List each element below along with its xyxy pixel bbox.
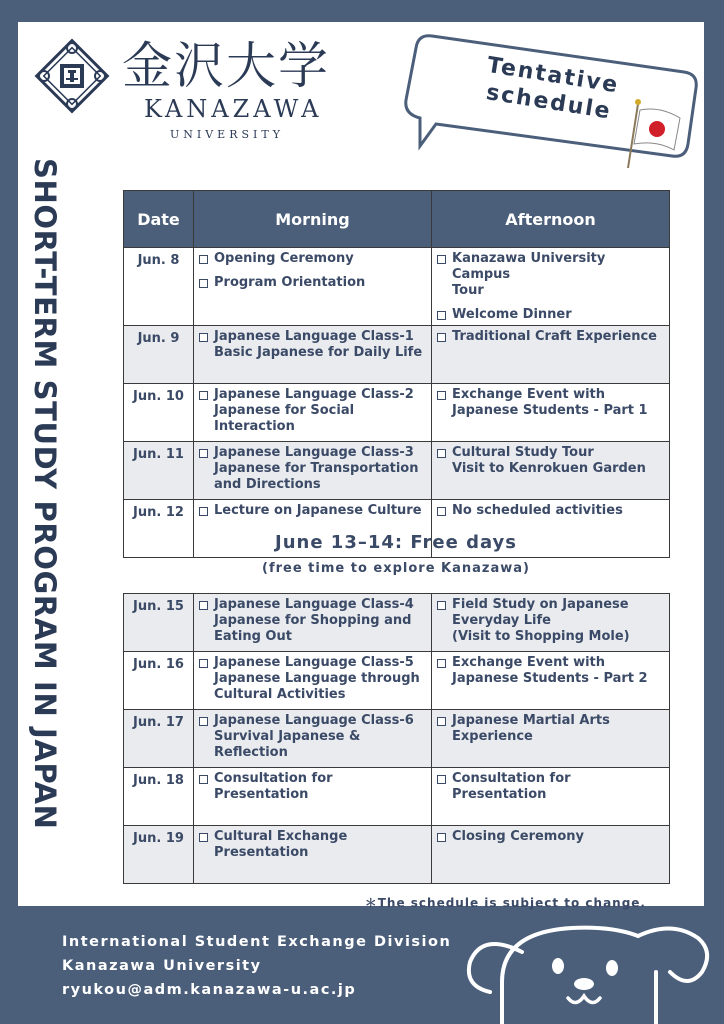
row-morning [194,248,432,326]
row-date: Jun. 11 [124,442,194,500]
checkbox-icon [199,391,208,400]
activity-text: Lecture on Japanese Culture [214,503,422,518]
row-morning [194,652,432,710]
row-date: Jun. 17 [124,710,194,768]
activity-text: Japanese Language Class-5 Japanese Language through Cultural Activities [214,655,420,702]
afternoon-activity [437,597,664,645]
logo-kanji: 金沢大学 [122,37,330,95]
activity-text: Welcome Dinner [452,307,572,322]
footer-university: Kanazawa University [62,958,262,974]
badge-label: Tentative schedule [484,52,621,125]
row-date: Jun. 10 [124,384,194,442]
row-morning [194,326,432,384]
row-afternoon [432,768,670,826]
activity-text: Japanese Language Class-3 Japanese for Transportation and Directions [214,445,419,492]
checkbox-icon [199,279,208,288]
row-afternoon [432,826,670,884]
checkbox-icon [199,775,208,784]
afternoon-activity [437,329,664,345]
morning-activity [199,275,426,291]
row-afternoon [432,248,670,326]
checkbox-icon [437,775,446,784]
activity-text: Exchange Event with Japanese Students - Part 2 [452,655,648,686]
schedule-row [124,768,670,826]
activity-text: Exchange Event with Japanese Students - Part 1 [452,387,648,418]
flyer-sheet [18,22,704,910]
row-date: Jun. 15 [124,594,194,652]
checkbox-icon [437,659,446,668]
row-morning [194,384,432,442]
schedule-row [124,326,670,384]
checkbox-icon [437,507,446,516]
activity-text: Japanese Language Class-4 Japanese for Shopping and Eating Out [214,597,414,644]
schedule-row [124,826,670,884]
checkbox-icon [199,449,208,458]
dog-mascot-icon [462,912,714,1024]
schedule-row [124,594,670,652]
footer-email[interactable]: ryukou@adm.kanazawa-u.ac.jp [62,982,357,998]
activity-text: Japanese Language Class-2 Japanese for Social Interaction [214,387,414,434]
free-days-subtitle: (free time to explore Kanazawa) [262,561,530,576]
header-date: Date [124,191,194,248]
row-morning [194,594,432,652]
row-morning [194,768,432,826]
checkbox-icon [437,391,446,400]
morning-activity [199,655,426,703]
checkbox-icon [199,601,208,610]
row-date: Jun. 16 [124,652,194,710]
afternoon-activity [437,713,664,745]
schedule-row [124,652,670,710]
activity-text: Cultural Study Tour Visit to Kenrokuen Garden [452,445,646,476]
activity-text: Traditional Craft Experience [452,329,657,344]
checkbox-icon [437,333,446,342]
activity-text: Consultation for Presentation [452,771,571,802]
morning-activity [199,829,426,861]
activity-text: Closing Ceremony [452,829,584,844]
activity-text: Japanese Language Class-1 Basic Japanese for Daily Life [214,329,423,360]
schedule-row [124,442,670,500]
free-days-title: June 13–14: Free days [275,532,517,553]
row-date: Jun. 8 [124,248,194,326]
morning-activity [199,251,426,267]
schedule-row [124,384,670,442]
footer-division: International Student Exchange Division [62,934,452,950]
checkbox-icon [437,717,446,726]
row-date: Jun. 19 [124,826,194,884]
row-morning [194,442,432,500]
morning-activity [199,445,426,493]
row-afternoon [432,384,670,442]
row-afternoon [432,594,670,652]
afternoon-activity [437,829,664,845]
checkbox-icon [437,255,446,264]
afternoon-activity [437,445,664,477]
activity-text: Field Study on Japanese Everyday Life (Visit to Shopping Mole) [452,597,630,644]
activity-text: Program Orientation [214,275,366,290]
header-morning: Morning [194,191,432,248]
morning-activity [199,503,426,519]
row-afternoon [432,710,670,768]
afternoon-activity [437,387,664,419]
afternoon-activity [437,251,664,299]
checkbox-icon [199,333,208,342]
row-date: Jun. 12 [124,500,194,558]
schedule-change-note: ＊The schedule is subject to change. [364,896,646,910]
checkbox-icon [199,507,208,516]
checkbox-icon [199,659,208,668]
row-morning [194,826,432,884]
checkbox-icon [437,311,446,320]
activity-text: Opening Ceremony [214,251,354,266]
afternoon-activity [437,503,664,519]
schedule-table-part2 [123,593,670,884]
university-emblem-icon [34,38,110,114]
morning-activity [199,329,426,361]
row-afternoon [432,442,670,500]
morning-activity [199,771,426,803]
logo-english-sub: UNIVERSITY [170,128,284,141]
logo-english: KANAZAWA [144,95,323,123]
checkbox-icon [437,833,446,842]
row-afternoon [432,326,670,384]
activity-text: Consultation for Presentation [214,771,333,802]
checkbox-icon [437,449,446,458]
afternoon-activity [437,307,664,323]
row-morning [194,710,432,768]
activity-text: Japanese Language Class-6 Survival Japanese & Reflection [214,713,414,760]
activity-text: No scheduled activities [452,503,623,518]
footer-contact [62,930,451,1002]
program-title-vertical: SHORT-TERM STUDY PROGRAM IN JAPAN [28,158,62,830]
row-date: Jun. 9 [124,326,194,384]
checkbox-icon [199,833,208,842]
morning-activity [199,387,426,435]
row-date: Jun. 18 [124,768,194,826]
afternoon-activity [437,655,664,687]
header-afternoon: Afternoon [432,191,670,248]
schedule-row [124,248,670,326]
university-logo [34,36,344,141]
activity-text: Cultural Exchange Presentation [214,829,348,860]
activity-text: Kanazawa University Campus Tour [452,251,606,298]
row-afternoon [432,652,670,710]
activity-text: Japanese Martial Arts Experience [452,713,610,744]
schedule-table-part1 [123,190,670,558]
checkbox-icon [199,255,208,264]
schedule-row [124,710,670,768]
afternoon-activity [437,771,664,803]
checkbox-icon [437,601,446,610]
morning-activity [199,713,426,761]
morning-activity [199,597,426,645]
checkbox-icon [199,717,208,726]
